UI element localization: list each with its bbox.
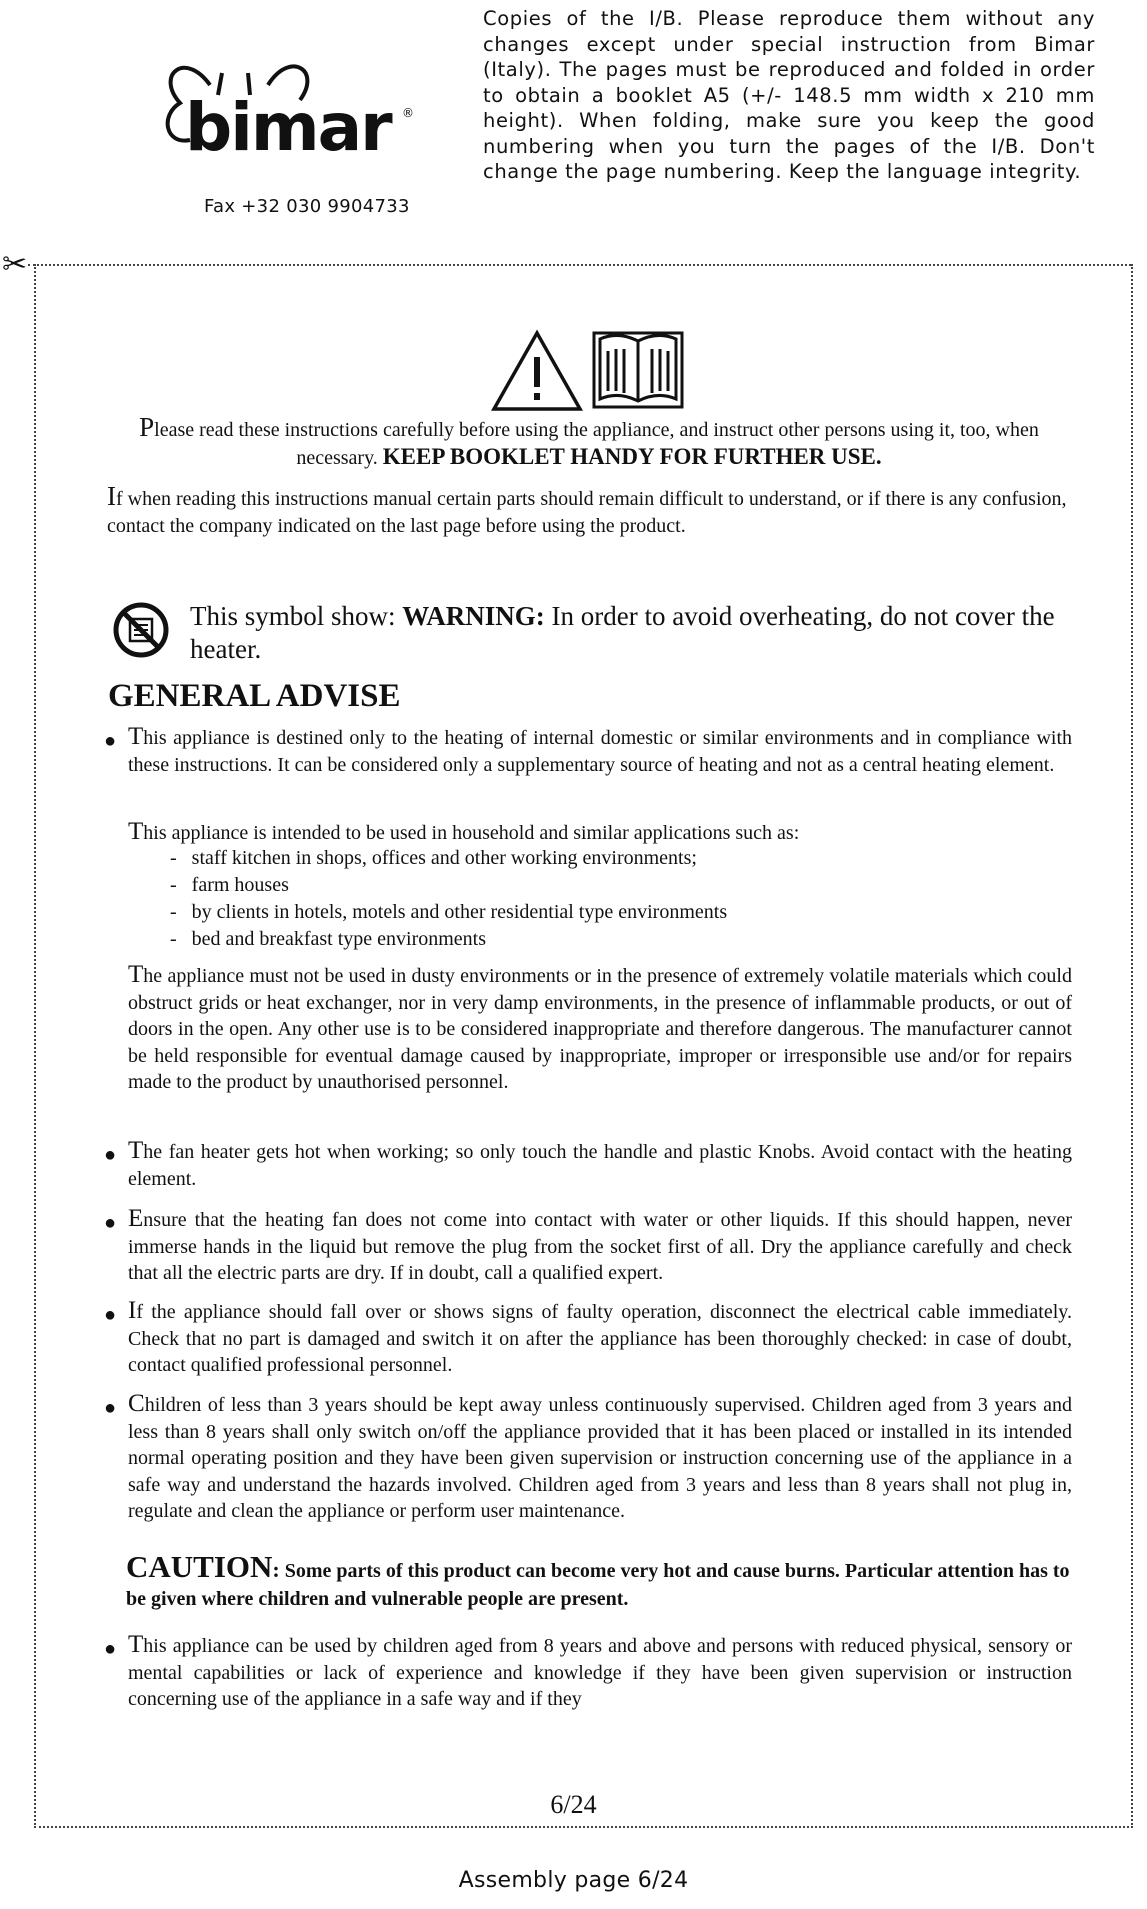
list-item: This appliance is intended to be used in household and similar applications such as: xyxy=(128,818,800,845)
bimar-logo xyxy=(150,55,420,165)
application-item: - by clients in hotels, motels and other residential type environments xyxy=(170,899,727,926)
scissors-icon: ✂ xyxy=(2,248,28,281)
intro-paragraph: Please read these instructions carefully before using the appliance, and instruct other persons using it, too, when necessary. KEEP BOOKLET HANDY FOR FURTHER USE. xyxy=(139,412,1039,469)
application-item: - staff kitchen in shops, offices and other working environments; xyxy=(170,845,727,872)
list-item: The appliance must not be used in dusty environments or in the presence of extremely volatile materials which could obstruct grids or heat exchanger, nor in very damp environments, in the presence of inflammable products, or out of doors in the open. Any other use is to be considered inappropriate and therefore dangerous. The manufacturer cannot be held responsible for eventual damage caused by inappropriate, improper or irresponsible use and/or for repairs made to the product by unauthorised personnel. xyxy=(128,961,1072,1093)
svg-text:®: ® xyxy=(402,106,414,120)
application-item: - farm houses xyxy=(170,872,727,899)
application-item: - bed and breakfast type environments xyxy=(170,926,727,953)
section-title: GENERAL ADVISE xyxy=(108,678,401,714)
bullet-icon: ● xyxy=(104,1304,117,1326)
caution-note: CAUTION: Some parts of this product can become very hot and cause burns. Particular attention has to be given where children and vulnerable people are present. xyxy=(126,1549,1070,1610)
do-not-cover-icon xyxy=(112,601,170,659)
fax-number: Fax +32 030 9904733 xyxy=(204,196,410,217)
bullet-icon: ● xyxy=(104,1397,117,1419)
assembly-page-label: Assembly page 6/24 xyxy=(458,1868,689,1893)
logo-wordmark: bimar xyxy=(185,89,391,165)
open-book-icon xyxy=(594,333,682,407)
list-item: This appliance can be used by children aged from 8 years and above and persons with reduced physical, sensory or mental capabilities or lack of experience and knowledge if they have been given supervision or instruction concerning use of the appliance in a safe way and if they xyxy=(128,1631,1072,1710)
bullet-icon: ● xyxy=(104,1212,117,1234)
list-item: Children of less than 3 years should be kept away unless continuously supervised. Children aged from 3 years and less than 8 years shall only switch on/off the appliance provided that it has been placed or installed in its intended normal operating position and they have been given supervision or instruction concerning use of the appliance in a safe way and understand the hazards involved. Children aged from 3 years and less than 8 years shall not plug in, regulate and clean the appliance or perform user maintenance. xyxy=(128,1390,1072,1522)
bullet-icon: ● xyxy=(104,730,117,752)
instruction-symbols xyxy=(490,327,690,412)
list-item: The fan heater gets hot when working; so only touch the handle and plastic Knobs. Avoid contact with the heating element. xyxy=(128,1137,1072,1190)
list-item: If the appliance should fall over or shows signs of faulty operation, disconnect the electrical cable immediately. Check that no part is damaged and switch it on after the appliance has been thoroughly checked: in case of doubt, contact qualified professional personnel. xyxy=(128,1297,1072,1376)
bullet-icon: ● xyxy=(104,1638,117,1660)
help-paragraph: If when reading this instructions manual certain parts should remain difficult to understand, or if there is any confusion, contact the company indicated on the last page before using the product. xyxy=(107,481,1067,537)
applications-list xyxy=(170,845,727,953)
bullet-icon: ● xyxy=(104,1144,117,1166)
reproduction-note: Copies of the I/B. Please reproduce them without any changes except under special instruction from Bimar (Italy). The pages must be reproduced and folded in order to obtain a booklet A5 (+/- 148.5 mm width x 210 mm height). When folding, make sure you keep the good numbering when you turn the pages of the I/B. Don't change the page numbering. Keep the language integrity. xyxy=(483,7,1095,183)
overheating-warning: This symbol show: WARNING: In order to avoid overheating, do not cover the heater. xyxy=(190,601,1055,664)
page-number: 6/24 xyxy=(550,1790,597,1819)
list-item: Ensure that the heating fan does not come into contact with water or other liquids. If this should happen, never immerse hands in the liquid but remove the plug from the socket first of all. Dry the appliance carefully and check that all the electric parts are dry. If in doubt, call a qualified expert. xyxy=(128,1205,1072,1284)
warning-triangle-icon xyxy=(494,333,580,409)
list-item: This appliance is destined only to the heating of internal domestic or similar environments and in compliance with these instructions. It can be considered only a supplementary source of heating and not as a central heating element. xyxy=(128,723,1072,776)
